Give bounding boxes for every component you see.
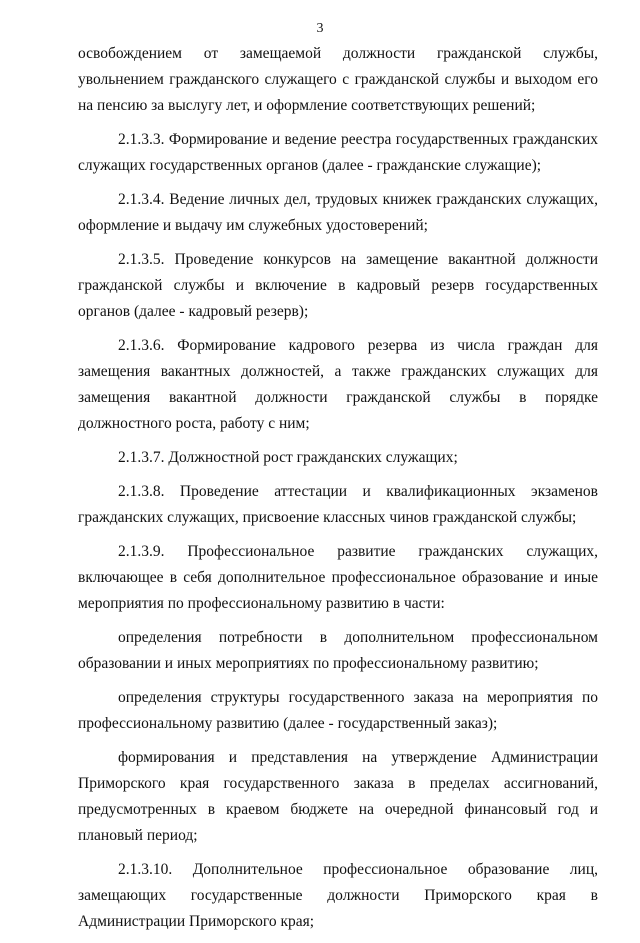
paragraph-2-1-3-5: 2.1.3.5. Проведение конкурсов на замещение вакантной должности гражданской службы и включение в кадровый резерв государственных органов (далее - кадровый резерв); (78, 251, 598, 320)
paragraph-2-1-3-3: 2.1.3.3. Формирование и ведение реестра государственных гражданских служащих государственных органов (далее - гражданские служащие); (78, 131, 598, 174)
paragraph-2-1-3-6: 2.1.3.6. Формирование кадрового резерва из числа граждан для замещения вакантных должностей, а также гражданских служащих для замещения вакантной должности гражданской службы в порядке должностного роста, работу с ним; (78, 337, 598, 432)
paragraph-needs-definition: определения потребности в дополнительном профессиональном образовании и иных мероприятиях по профессиональному развитию; (78, 629, 598, 672)
paragraph-continuation: освобождением от замещаемой должности гражданской службы, увольнением гражданского служащего с гражданской службы и выходом его на пенсию за выслугу лет, и оформление соответствующих решений; (78, 45, 598, 114)
paragraph-order-structure: определения структуры государственного заказа на мероприятия по профессиональному развитию (далее - государственный заказ); (78, 689, 598, 732)
document-body (78, 41, 598, 943)
paragraph-order-approval: формирования и представления на утверждение Администрации Приморского края государственного заказа в пределах ассигнований, предусмотренных в краевом бюджете на очередной финансовый год и плановый период; (78, 749, 598, 844)
paragraph-2-1-3-7: 2.1.3.7. Должностной рост гражданских служащих; (118, 449, 458, 466)
paragraph-2-1-3-9: 2.1.3.9. Профессиональное развитие гражданских служащих, включающее в себя дополнительное профессиональное образование и иные мероприятия по профессиональному развитию в части: (78, 543, 598, 612)
page-number: 3 (316, 21, 324, 36)
paragraph-2-1-3-8: 2.1.3.8. Проведение аттестации и квалификационных экзаменов гражданских служащих, присвоение классных чинов гражданской службы; (78, 483, 598, 526)
paragraph-2-1-3-10: 2.1.3.10. Дополнительное профессиональное образование лиц, замещающих государственные должности Приморского края в Администрации Приморского края; (78, 861, 598, 930)
paragraph-2-1-3-4: 2.1.3.4. Ведение личных дел, трудовых книжек гражданских служащих, оформление и выдачу им служебных удостоверений; (78, 191, 598, 234)
